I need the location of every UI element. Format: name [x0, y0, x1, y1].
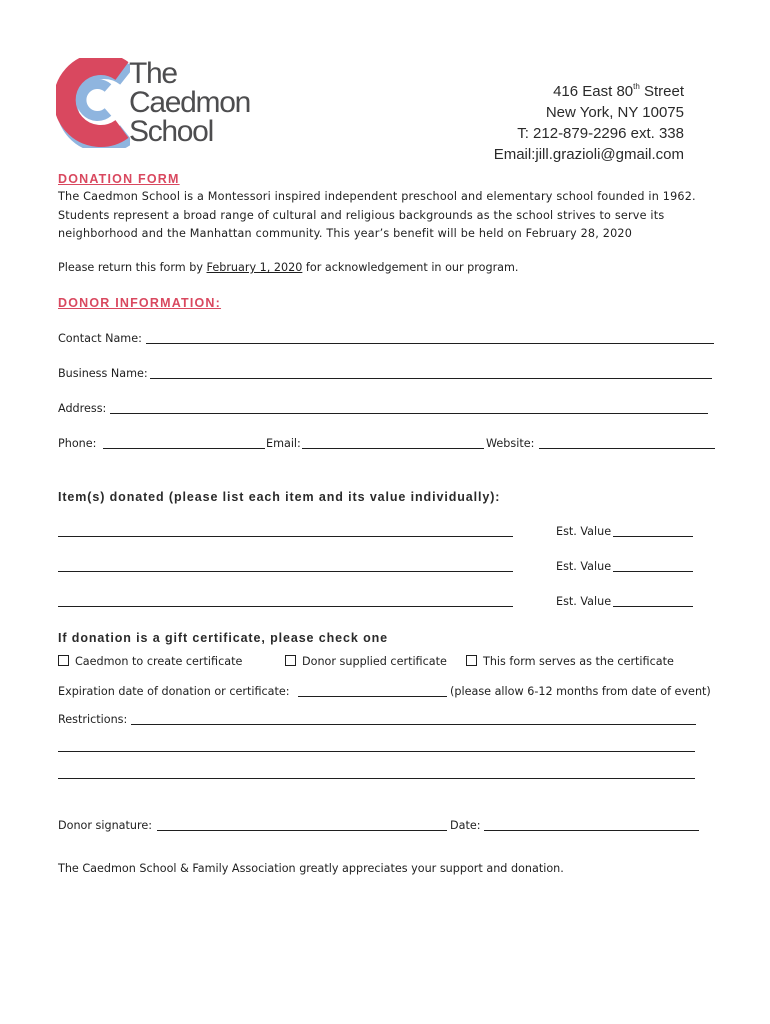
email-field[interactable] [302, 448, 484, 449]
restrictions-field-1[interactable] [131, 724, 696, 725]
logo-line-1: The [129, 57, 177, 90]
est-value-field-1[interactable] [613, 536, 693, 537]
logo-wordmark [129, 59, 250, 146]
restrictions-field-2[interactable] [58, 751, 695, 752]
return-date: February 1, 2020 [206, 261, 303, 274]
address-street: 416 East 80th Street [553, 82, 684, 100]
restrictions-label: Restrictions: [58, 713, 128, 726]
est-value-field-2[interactable] [613, 571, 693, 572]
caedmon-logo-mark [56, 58, 130, 148]
school-address [494, 76, 684, 165]
donation-form-title: DONATION FORM [58, 172, 180, 186]
expiration-note: (please allow 6-12 months from date of event) [450, 685, 711, 698]
closing-statement: The Caedmon School & Family Association greatly appreciates your support and donation. [58, 862, 564, 875]
website-field[interactable] [539, 448, 715, 449]
checkbox-donor-supplied[interactable] [285, 655, 296, 666]
intro-paragraph: The Caedmon School is a Montessori inspired independent preschool and elementary school founded in 1962. Students represent a broad range of cultural and religious backgrounds as the school strives to serve its neighborhood and the Manhattan community. This year’s benefit will be held on February 28, 2020 [58, 190, 696, 240]
items-donated-title: Item(s) donated (please list each item and its value individually): [58, 490, 501, 504]
donor-signature-label: Donor signature: [58, 819, 153, 832]
item-field-1[interactable] [58, 536, 513, 537]
option-form-is-certificate[interactable]: This form serves as the certificate [466, 655, 674, 668]
est-value-label-1: Est. Value [556, 525, 612, 538]
email-label: Email: [266, 437, 301, 450]
address-field[interactable] [110, 413, 708, 414]
business-name-field[interactable] [150, 378, 712, 379]
contact-name-field[interactable] [146, 343, 714, 344]
expiration-field[interactable] [298, 696, 447, 697]
date-label: Date: [450, 819, 481, 832]
address-label: Address: [58, 402, 107, 415]
logo-line-2: Caedmon [129, 86, 250, 119]
business-name-label: Business Name: [58, 367, 148, 380]
donor-information-title: DONOR INFORMATION: [58, 296, 222, 310]
phone-label: Phone: [58, 437, 97, 450]
option-donor-supplied[interactable]: Donor supplied certificate [285, 655, 447, 668]
expiration-label: Expiration date of donation or certificate: [58, 685, 290, 698]
address-phone: T: 212-879-2296 ext. 338 [517, 125, 684, 142]
phone-field[interactable] [103, 448, 265, 449]
est-value-label-3: Est. Value [556, 595, 612, 608]
gift-certificate-title: If donation is a gift certificate, please check one [58, 631, 389, 645]
item-field-2[interactable] [58, 571, 513, 572]
est-value-label-2: Est. Value [556, 560, 612, 573]
restrictions-field-3[interactable] [58, 778, 695, 779]
checkbox-caedmon-creates[interactable] [58, 655, 69, 666]
option-caedmon-creates[interactable]: Caedmon to create certificate [58, 655, 242, 668]
logo-line-3: School [129, 115, 213, 148]
website-label: Website: [486, 437, 535, 450]
address-city: New York, NY 10075 [545, 104, 684, 121]
checkbox-form-is-certificate[interactable] [466, 655, 477, 666]
address-email: Email:jill.grazioli@gmail.com [493, 146, 684, 163]
est-value-field-3[interactable] [613, 606, 693, 607]
date-field[interactable] [484, 830, 699, 831]
contact-name-label: Contact Name: [58, 332, 142, 345]
return-instructions: Please return this form by February 1, 2020 for acknowledgement in our program. [58, 261, 519, 274]
donor-signature-field[interactable] [157, 830, 447, 831]
item-field-3[interactable] [58, 606, 513, 607]
